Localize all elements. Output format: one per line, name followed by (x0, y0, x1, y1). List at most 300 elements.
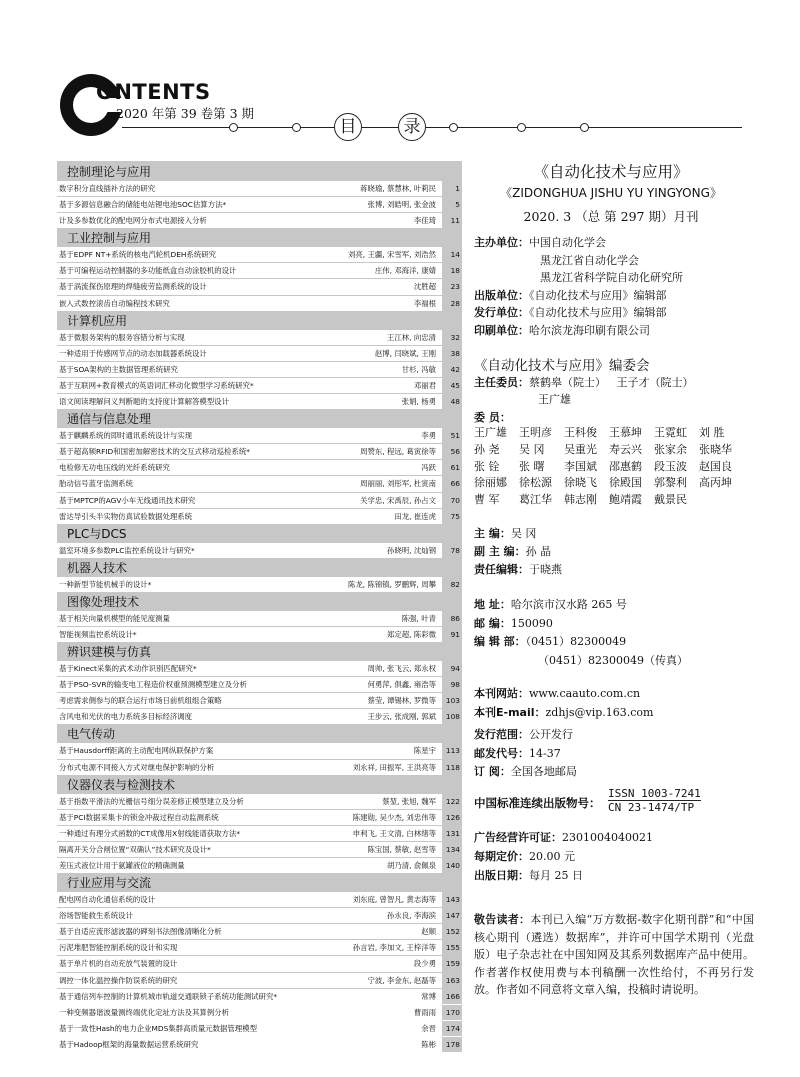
member-name: 张家余 (654, 442, 687, 456)
info-label: 本刊E-mail： (474, 705, 546, 719)
publish-info-line (540, 269, 683, 285)
toc-entry[interactable] (57, 394, 462, 409)
toc-section (57, 725, 462, 743)
toc-entry-authors: 曹雨雨 (413, 1007, 436, 1017)
toc-entry[interactable] (57, 743, 462, 758)
info-value: 哈尔滨龙海印刷有限公司 (529, 323, 650, 337)
issue-line: 2020 年第 39 卷第 3 期 (116, 106, 255, 121)
toc-entry-page: 86 (442, 611, 462, 626)
toc-entry-page: 122 (442, 794, 462, 809)
header-dot (292, 123, 301, 132)
members-label-text: 委 员： (474, 411, 511, 424)
toc-entry-authors: 陈彬 (421, 1039, 436, 1049)
toc-entry[interactable] (57, 577, 462, 592)
toc-section (57, 312, 462, 330)
toc-entry-page: 75 (442, 509, 462, 524)
toc-entry-title: 基于指数平滑法的光栅信号细分误差修正模型建立及分析 (59, 796, 244, 806)
toc-entry[interactable] (57, 428, 462, 443)
journal-title: 《自动化技术与应用》 (533, 163, 689, 181)
info-value: zdhjs@vip.163.com (545, 705, 654, 719)
toc-entry-page: 126 (442, 810, 462, 825)
info-label: 印刷单位： (474, 323, 529, 337)
header-dot (229, 123, 238, 132)
toc-entry-page: 56 (442, 444, 462, 459)
toc-entry-title: 基于涡流探伤原理的焊缝疲劳监测系统的设计 (59, 282, 207, 292)
toc-entry[interactable] (57, 181, 462, 196)
toc-entry-authors: 胡乃清, 俞佩泉 (386, 861, 436, 870)
toc-entry-page: 113 (442, 743, 462, 758)
toc-entry-title: 电检修无功电压线的光纤系统研究 (59, 463, 170, 473)
toc-entry-title: 语文阅读理解问义判断题的支持度计算解答模型设计 (59, 397, 229, 407)
address-block-line (474, 615, 553, 631)
members-row (474, 425, 764, 442)
member-name: 刘 胜 (699, 426, 725, 439)
toc-entry-page: 32 (442, 330, 462, 345)
toc-entry-page: 152 (442, 924, 462, 939)
toc-entry-page: 70 (442, 493, 462, 508)
director-label: 主任委员： (474, 376, 529, 389)
toc-entry-authors: 孙永良, 李海滨 (386, 911, 436, 921)
toc-section-title: 工业控制与应用 (67, 231, 152, 246)
toc-section-title: 电气传动 (67, 727, 116, 742)
info-value: 20.00 元 (529, 850, 575, 863)
member-name: 韩志刚 (564, 493, 597, 507)
toc-entry[interactable] (57, 378, 462, 393)
member-name: 徐丽娜 (474, 476, 507, 490)
pricing-block-line (474, 848, 575, 864)
toc-entry-title: 隔离开关分合闸位置“双确认”技术研究及设计* (59, 844, 211, 854)
member-name: 赵国良 (699, 459, 732, 473)
toc-entry-authors: 蔡莹, 谭锡林, 罗微等 (367, 696, 436, 706)
toc-entry-authors: 王江林, 向忠清 (386, 332, 436, 342)
publish-info-line (474, 287, 667, 303)
header-dot (517, 123, 526, 132)
publish-info-line (474, 304, 667, 320)
toc-entry-title: 差压式液位计用于氨罐液位的精确测量 (59, 861, 185, 870)
member-name: 鲍靖霞 (609, 493, 642, 507)
toc-entry-title: 数字积分直线插补方法的研究 (59, 184, 156, 193)
address-block-line (474, 596, 627, 612)
toc-entry-authors: 田龙, 崔连虎 (394, 511, 436, 521)
toc-entry-title: 雷达导引头半实物仿真试验数据处理系统 (59, 511, 193, 521)
toc-entry-page: 91 (442, 627, 462, 642)
info-label: 发行单位： (474, 306, 529, 319)
dist-block-line (474, 745, 561, 761)
publish-info-line (540, 252, 639, 268)
toc-entry[interactable] (57, 892, 462, 907)
toc-entry[interactable] (57, 296, 462, 311)
member-name: 徐殿国 (609, 476, 642, 490)
info-value: 150090 (510, 616, 553, 630)
pricing-block-line (474, 867, 583, 883)
toc-entry-title: 含风电和光伏的电力系统多目标经济调度 (59, 712, 193, 722)
toc-list (57, 163, 462, 1053)
toc-entry[interactable] (57, 661, 462, 676)
toc-entry-authors: 陈龙, 陈锦镇, 罗鹏辉, 周攀 (347, 579, 436, 589)
toc-entry[interactable] (57, 444, 462, 459)
toc-entry[interactable] (57, 693, 462, 708)
toc-entry-authors: 蒋晓瑜, 蔡慧林, 叶莉民 (360, 184, 436, 193)
toc-entry[interactable] (57, 346, 462, 361)
toc-entry-title: 基于Hausdorff距离的主动配电网纵联保护方案 (59, 746, 214, 756)
toc-entry[interactable] (57, 1037, 462, 1052)
toc-entry-authors: 陈星宇 (413, 746, 436, 756)
toc-entry-title: 基于通信列车控制的计算机城市轨道交通联锁子系统功能测试研究* (59, 991, 278, 1001)
member-name: 徐晓飞 (564, 476, 597, 490)
toc-entry-page: 38 (442, 346, 462, 361)
info-value: 每月 25 日 (529, 869, 583, 882)
toc-entry[interactable] (57, 627, 462, 642)
toc-entry-authors: 孙晓明, 沈灿钢 (386, 545, 436, 555)
toc-entry-authors: 郑定超, 陈彩微 (386, 629, 436, 639)
toc-section (57, 643, 462, 661)
reader-notice (474, 911, 754, 999)
toc-entry-page: 5 (442, 197, 462, 212)
toc-entry[interactable] (57, 956, 462, 971)
toc-entry-title: 智能视频监控系统设计* (59, 629, 137, 639)
toc-entry-title: 分布式电源不同接入方式对继电保护影响的分析 (59, 762, 215, 772)
toc-entry-authors: 何勇萍, 俱鑫, 雍浩等 (367, 680, 436, 690)
toc-entry-title: 基于可编程运动控制器的多功能纸盒自动涂胶机的设计 (59, 266, 237, 276)
member-name: 徐松源 (519, 476, 552, 490)
toc-entry-title: 一种变频器谐波量测终端优化定址方法及其算例分析 (59, 1007, 229, 1017)
toc-entry-page: 98 (442, 677, 462, 692)
info-label: 责任编辑： (474, 563, 529, 576)
member-name: 葛江华 (519, 493, 552, 507)
toc-entry-page: 131 (442, 826, 462, 841)
info-label: 订 阅： (474, 765, 511, 778)
info-value: 公开发行 (529, 728, 573, 741)
editors-block-line (474, 561, 562, 577)
members-label (474, 409, 511, 425)
members-row (474, 492, 764, 509)
toc-entry-page: 103 (442, 693, 462, 708)
info-value: 中国自动化学会 (529, 236, 606, 249)
toc-entry-title: 浴场智能救生系统设计 (59, 911, 133, 921)
toc-section-title: 计算机应用 (67, 313, 128, 328)
toc-entry[interactable] (57, 973, 462, 988)
toc-entry[interactable] (57, 908, 462, 923)
toc-entry-title: 一种适用于传感网节点的动态加载器系统设计 (59, 348, 207, 358)
toc-entry-page: 140 (442, 858, 462, 873)
member-name: 高丙坤 (699, 476, 732, 490)
issn-number: ISSN 1003-7241 (608, 787, 701, 800)
toc-entry[interactable] (57, 509, 462, 524)
toc-entry[interactable] (57, 940, 462, 955)
toc-entry-authors: 刘亮, 王疆, 宋雪军, 刘浩然 (347, 250, 436, 260)
toc-section-title: 图像处理技术 (67, 594, 140, 609)
toc-entry-title: 配电网自动化通信系统的设计 (59, 895, 156, 905)
toc-entry-authors: 赵博, 闫晓斌, 王刚 (374, 348, 436, 358)
toc-entry-page: 78 (442, 543, 462, 558)
info-value: 《自动化技术与应用》编辑部 (529, 288, 667, 302)
publish-info-line (474, 234, 606, 250)
toc-entry-authors: 王步云, 张成刚, 郭斌 (367, 712, 436, 722)
info-label: 主办单位： (474, 236, 529, 249)
toc-section-title: 机器人技术 (67, 560, 128, 575)
toc-entry-title: 基于PCI数据采集卡的锁金冲裁过程自动监测系统 (59, 812, 219, 822)
member-name: 张晓华 (699, 442, 732, 456)
toc-entry-page: 1 (442, 181, 462, 196)
toc-entry-title: 一种新型节能机械手的设计* (59, 579, 152, 589)
toc-entry-authors: 余晋 (421, 1023, 436, 1033)
info-label: 出版单位： (474, 288, 529, 302)
info-value: www.caauto.com.cn (529, 687, 641, 700)
editors-block-line (474, 543, 551, 559)
toc-section (57, 559, 462, 577)
toc-entry[interactable] (57, 330, 462, 345)
info-value: （0451）82300049 (525, 635, 627, 648)
toc-entry-page: 66 (442, 476, 462, 491)
toc-entry[interactable] (57, 826, 462, 841)
director-3: 王广雄 (538, 393, 571, 406)
toc-entry[interactable] (57, 197, 462, 212)
toc-entry-page: 174 (442, 1021, 462, 1036)
issn-label: 中国标准连续出版物号： (474, 796, 601, 810)
toc-section-title: 仪器仪表与检测技术 (67, 777, 176, 792)
dist-block-line (474, 763, 577, 779)
toc-entry[interactable] (57, 989, 462, 1004)
toc-entry-title: 温室环境多参数PLC监控系统设计与研究* (59, 545, 195, 555)
header-dot (580, 123, 589, 132)
director-1: 蔡鹤皋（院士） (529, 376, 606, 389)
toc-entry-authors: 申利飞, 王文清, 白林绪等 (352, 828, 436, 838)
member-name: 段玉波 (654, 459, 687, 473)
info-value: 黑龙江省自动化学会 (540, 253, 639, 267)
toc-entry-title: 调控一体化温控操作防误系统的研究 (59, 975, 178, 985)
issn-box (608, 787, 701, 814)
toc-entry[interactable] (57, 247, 462, 262)
toc-entry-authors: 关学忠, 宋禹辰, 孙占文 (360, 495, 436, 505)
toc-entry-authors: 张博, 刘皓明, 张金波 (367, 200, 436, 210)
toc-entry-title: 基于互联网+教育模式的英语词汇移动化微型学习系统研究* (59, 380, 254, 390)
toc-entry[interactable] (57, 858, 462, 873)
info-label: 编 辑 部： (474, 635, 526, 648)
toc-entry-title: 基于Kinect采集的武术动作识别匹配研究* (59, 664, 197, 674)
notice-label: 敬告读者： (474, 913, 531, 926)
toc-section (57, 229, 462, 247)
info-value: 14-37 (529, 746, 561, 760)
toc-entry-title: 考虑需求侧参与的联合运行市场日前机组组合策略 (59, 696, 222, 706)
toc-entry[interactable] (57, 611, 462, 626)
committee-title: 《自动化技术与应用》编委会 (474, 358, 650, 374)
toc-entry-authors: 孙言岩, 李加文, 王梓洋等 (352, 943, 436, 953)
member-name: 王广雄 (474, 426, 507, 439)
toc-section-title: 控制理论与应用 (67, 165, 152, 179)
toc-section (57, 776, 462, 794)
committee-directors (474, 374, 694, 390)
toc-panel (57, 161, 462, 1049)
toc-entry[interactable] (57, 362, 462, 377)
members-row (474, 442, 764, 459)
toc-entry-page: 94 (442, 661, 462, 676)
header-rule (122, 127, 742, 128)
address-block-line (538, 652, 688, 668)
toc-entry-page: 45 (442, 378, 462, 393)
toc-section-title: 通信与信息处理 (67, 412, 152, 427)
notice-text: 本刊已入编“万方数据-数字化期刊群”和“中国核心期刊（遴选）数据库”，并许可中国学术期刊（光盘版）电子杂志社在中国知网及其系列数据库产品中使用。作者著作权使用费与本刊稿酬一次性给付，不再另行发放。作者如不同意将文章入编，投稿时请说明。 (474, 913, 754, 996)
toc-entry-page: 51 (442, 428, 462, 443)
toc-entry-page: 170 (442, 1005, 462, 1020)
toc-entry-authors: 甘杉, 冯敏 (401, 364, 436, 374)
toc-entry-page: 166 (442, 989, 462, 1004)
toc-entry[interactable] (57, 760, 462, 775)
toc-entry-authors: 陈建勋, 吴少杰, 刘忠伟等 (352, 812, 436, 822)
info-label: 副 主 编： (474, 545, 526, 558)
info-label: 邮 编： (474, 616, 511, 630)
toc-entry-authors: 陈宝国, 蔡敏, 赵雪等 (367, 844, 436, 854)
toc-entry[interactable] (57, 543, 462, 558)
address-block-line (474, 633, 626, 649)
toc-section-title: 辨识建模与仿真 (67, 645, 152, 660)
toc-entry[interactable] (57, 709, 462, 724)
toc-entry-page: 48 (442, 394, 462, 409)
toc-entry-page: 61 (442, 460, 462, 475)
toc-entry-page: 82 (442, 577, 462, 592)
toc-entry-page: 163 (442, 973, 462, 988)
info-value: 全国各地邮局 (510, 765, 577, 778)
toc-entry-authors: 庄伟, 邓海洋, 康婧 (374, 266, 436, 276)
info-value: 《自动化技术与应用》编辑部 (529, 306, 667, 319)
mulu-char-lu: 录 (398, 113, 426, 141)
info-label: 地 址： (474, 598, 511, 611)
toc-entry-page: 23 (442, 279, 462, 294)
toc-entry-page: 178 (442, 1037, 462, 1052)
toc-entry-page: 155 (442, 940, 462, 955)
toc-entry[interactable] (57, 263, 462, 278)
info-value: 于晓燕 (529, 563, 562, 576)
toc-entry-authors: 冯跃 (421, 463, 436, 473)
info-value: 孙 晶 (525, 545, 552, 558)
toc-entry-title: 基于微服务架构的服务容错分析与实现 (59, 332, 185, 342)
toc-section-title: 行业应用与交流 (67, 876, 152, 891)
info-value: 吴 冈 (510, 527, 537, 540)
member-name: 曹 军 (474, 493, 500, 507)
contents-heading: ONTENTS (96, 80, 211, 104)
toc-entry-authors: 段少勇 (413, 959, 436, 969)
web-block-line (474, 685, 640, 701)
toc-entry[interactable] (57, 794, 462, 809)
toc-section (57, 410, 462, 428)
toc-entry[interactable] (57, 476, 462, 491)
toc-entry-authors: 陈强, 叶青 (401, 613, 436, 623)
toc-entry-authors: 张娟, 杨勇 (401, 397, 436, 407)
toc-entry-authors: 蔡堃, 张旭, 魏军 (382, 796, 436, 806)
info-label: 发行范围： (474, 728, 529, 741)
toc-entry-title: 基于相关向量机模型的能见度测量 (59, 613, 170, 623)
toc-entry[interactable] (57, 213, 462, 228)
toc-entry-page: 159 (442, 956, 462, 971)
member-name: 郭黎利 (654, 476, 687, 490)
pricing-block-line (474, 829, 653, 845)
toc-entry-authors: 刘东庭, 曾智凡, 黄志海等 (352, 895, 436, 905)
header-dot (449, 123, 458, 132)
toc-section-title: PLC与DCS (67, 526, 127, 541)
member-name: 邵惠鹤 (609, 459, 642, 473)
toc-entry-title: 胎动信号蓝牙监测系统 (59, 479, 133, 489)
member-name: 王慕坤 (609, 426, 642, 439)
director-2: 王子才（院士） (616, 376, 694, 389)
mulu-char-mu: 目 (334, 113, 362, 141)
member-name: 张 曙 (519, 459, 545, 473)
info-label: 出版日期： (474, 869, 529, 882)
toc-entry[interactable] (57, 924, 462, 939)
toc-entry-title: 基于MPTCP的AGV小车无线通讯技术研究 (59, 495, 196, 505)
toc-entry-title: 基于PSO-SVR的输变电工程造价权重预测模型建立及分析 (59, 680, 247, 690)
toc-entry-authors: 李福根 (413, 298, 436, 308)
toc-entry-authors: 常博 (421, 991, 436, 1001)
info-value: 哈尔滨市汉水路 265 号 (510, 598, 627, 611)
toc-entry-page: 134 (442, 842, 462, 857)
member-name: 王科俊 (564, 426, 597, 439)
toc-section (57, 874, 462, 892)
toc-entry[interactable] (57, 493, 462, 508)
toc-entry-title: 基于EDPF NT+系统的核电汽轮机DEH系统研究 (59, 250, 217, 260)
toc-entry-title: 基于多源信息融合的储能电站锂电池SOC估算方法* (59, 200, 227, 210)
toc-entry[interactable] (57, 810, 462, 825)
toc-entry-authors: 李佳琦 (413, 216, 436, 226)
member-name: 戴景民 (654, 493, 687, 507)
toc-entry-authors: 沈胜超 (413, 282, 436, 292)
toc-entry-title: 基于单片机的自动充放气装置的设计 (59, 959, 178, 969)
toc-entry-authors: 周赞东, 程远, 葛寅徐等 (360, 447, 436, 457)
info-label: 邮发代号： (474, 746, 529, 760)
dist-block-line (474, 726, 573, 742)
toc-entry[interactable] (57, 1021, 462, 1036)
toc-entry-page: 143 (442, 892, 462, 907)
toc-entry-title: 污泥堆肥智能控制系统的设计和实现 (59, 943, 178, 953)
publish-info-line (474, 322, 650, 338)
toc-entry-page: 28 (442, 296, 462, 311)
cn-number: CN 23-1474/TP (608, 801, 695, 814)
toc-entry[interactable] (57, 279, 462, 294)
toc-entry[interactable] (57, 1005, 462, 1020)
issue-info: 2020. 3 （总 第 297 期）月刊 (523, 209, 699, 224)
toc-entry-title: 基于麒麟系统的即时通讯系统设计与实现 (59, 431, 193, 441)
member-name: 吴 冈 (519, 442, 545, 456)
toc-entry-title: 嵌入式数控滚齿自动编程技术研究 (59, 298, 170, 308)
info-label: 本刊网站： (474, 687, 529, 700)
toc-entry-title: 基于自适应流形滤波器的碑刻书法图像清晰化分析 (59, 927, 222, 937)
toc-entry[interactable] (57, 677, 462, 692)
toc-entry-title: 基于一致性Hash的电力企业MDS集群高质量元数据管理模型 (59, 1023, 257, 1033)
toc-entry-authors: 宁波, 李金东, 赵磊等 (367, 975, 436, 985)
committee-members (474, 425, 764, 509)
toc-entry-page: 18 (442, 263, 462, 278)
toc-section (57, 593, 462, 611)
info-value: 黑龙江省科学院自动化研究所 (540, 271, 683, 284)
members-row (474, 475, 764, 492)
toc-entry-authors: 周帅, 张飞云, 郑永权 (367, 664, 436, 674)
toc-entry-title: 基于超高频RFID和国密加解密技术的交互式移动巡检系统* (59, 447, 250, 457)
toc-entry-page: 118 (442, 760, 462, 775)
toc-entry-title: 基于Hadoop框架的海量数据运营系统研究 (59, 1039, 199, 1049)
toc-entry[interactable] (57, 460, 462, 475)
toc-entry-title: 基于SOA架构的主数据管理系统研究 (59, 364, 178, 374)
toc-section (57, 525, 462, 543)
member-name: 吴重光 (564, 442, 597, 456)
member-name: 王霓虹 (654, 426, 687, 439)
toc-entry-page: 42 (442, 362, 462, 377)
toc-entry[interactable] (57, 842, 462, 857)
toc-entry-authors: 李勇 (421, 431, 436, 441)
info-value: （0451）82300049（传真） (538, 653, 688, 667)
info-label: 每期定价： (474, 850, 529, 863)
toc-entry-authors: 刘永祥, 田振军, 王洪亮等 (352, 762, 436, 772)
info-value: 2301004040021 (562, 831, 653, 844)
member-name: 寿云兴 (609, 442, 642, 456)
toc-section (57, 163, 462, 181)
